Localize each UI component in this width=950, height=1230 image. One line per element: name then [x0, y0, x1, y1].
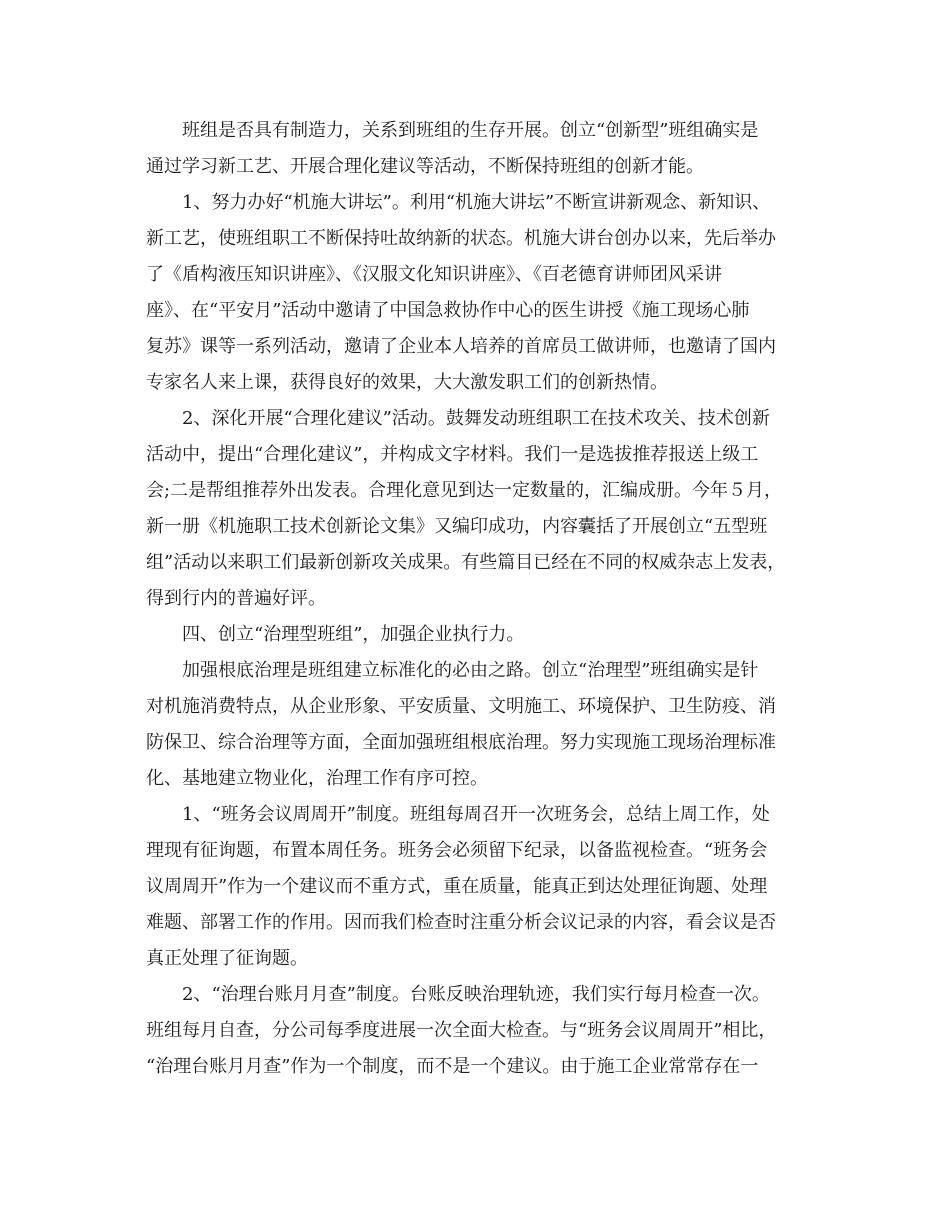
paragraph-line: 2、“治理台账月月查”制度。台账反映治理轨迹，我们实行每月检查一次。 [182, 984, 770, 1005]
paragraph-line: 1、“班务会议周周开”制度。班组每周召开一次班务会，总结上周工作，处 [182, 804, 770, 825]
paragraph-line: 理现有征询题，布置本周任务。班务会必须留下纪录，以备监视检查。“班务会 [146, 840, 768, 861]
paragraph-line: 新一册《机施职工技术创新论文集》又编印成功，内容囊括了开展创立“五型班 [146, 516, 768, 537]
paragraph-line: 座》、在“平安月”活动中邀请了中国急救协作中心的医生讲授《施工现场心肺 [146, 300, 750, 321]
paragraph-line: 真正处理了征询题。 [146, 948, 308, 969]
paragraph-line: 加强根底治理是班组建立标准化的必由之路。创立“治理型”班组确实是针 [182, 660, 759, 681]
paragraph-line: 班组是否具有制造力，关系到班组的生存开展。创立“创新型”班组确实是 [182, 120, 759, 141]
paragraph-line: 议周周开”作为一个建议而不重方式，重在质量，能真正到达处理征询题、处理 [146, 876, 768, 897]
paragraph-line: 防保卫、综合治理等方面，全面加强班组根底治理。努力实现施工现场治理标准 [146, 732, 776, 753]
paragraph-line: 组”活动以来职工们最新创新攻关成果。有些篇目已经在不同的权威杂志上发表， [146, 552, 786, 573]
paragraph-line: 化、基地建立物业化，治理工作有序可控。 [146, 768, 488, 789]
paragraph-line: 通过学习新工艺、开展合理化建议等活动，不断保持班组的创新才能。 [146, 156, 704, 177]
paragraph-line: 班组每月自查，分公司每季度进展一次全面大检查。与“班务会议周周开”相比， [146, 1020, 777, 1041]
paragraph-line: 复苏》课等一系列活动，邀请了企业本人培养的首席员工做讲师，也邀请了国内 [146, 336, 776, 357]
paragraph-line: 1、努力办好“机施大讲坛”。利用“机施大讲坛”不断宣讲新观念、新知识、 [182, 192, 771, 213]
paragraph-line: 新工艺，使班组职工不断保持吐故纳新的状态。机施大讲台创办以来，先后举办 [146, 228, 776, 249]
paragraph-line: 对机施消费特点，从企业形象、平安质量、文明施工、环境保护、卫生防疫、消 [146, 696, 776, 717]
paragraph-line: 了《盾构液压知识讲座》、《汉服文化知识讲座》、《百老德育讲师团风采讲 [146, 264, 722, 285]
section-heading: 四、创立“治理型班组”，加强企业执行力。 [182, 624, 525, 645]
paragraph-line: 专家名人来上课，获得良好的效果，大大激发职工们的创新热情。 [146, 372, 668, 393]
paragraph-line: 得到行内的普遍好评。 [146, 588, 326, 609]
paragraph-line: “治理台账月月查”作为一个制度，而不是一个建议。由于施工企业常常存在一 [146, 1056, 759, 1077]
paragraph-line: 2、深化开展“合理化建议”活动。鼓舞发动班组职工在技术攻关、技术创新 [182, 408, 770, 429]
paragraph-line: 难题、部署工作的作用。因而我们检查时注重分析会议记录的内容，看会议是否 [146, 912, 776, 933]
paragraph-line: 会;二是帮组推荐外出发表。合理化意见到达一定数量的，汇编成册。今年５月， [146, 480, 783, 501]
paragraph-line: 活动中，提出“合理化建议”，并构成文字材料。我们一是选拔推荐报送上级工 [146, 444, 759, 465]
